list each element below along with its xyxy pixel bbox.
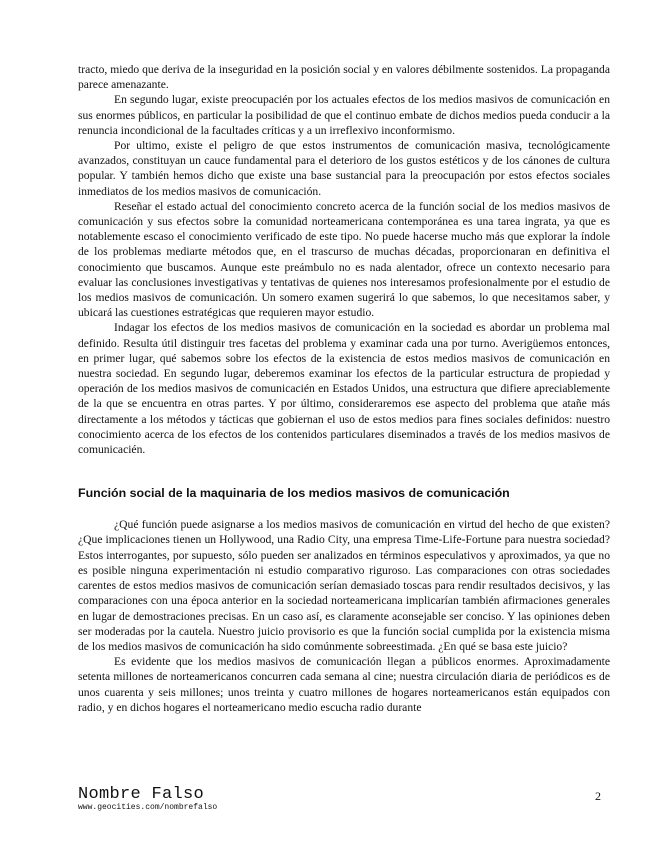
- page-number: 2: [595, 789, 601, 803]
- paragraph: En segundo lugar, existe preocupacién por los actuales efectos de los medios masivos de comunicación en sus enormes públicos, en particular la posibilidad de que el continuo embate de dichos medios pueda conducir a la renuncia incondicional de la facultades críticas y a un irreflexivo inconformismo.: [78, 93, 610, 137]
- logo-name: Nombre Falso: [78, 785, 205, 804]
- publisher-logo: [78, 786, 217, 812]
- paragraph: Es evidente que los medios masivos de comunicación llegan a públicos enormes. Aproximadamente setenta millones de norteamericanos concurren cada semana al cine; nuestra circulación diaria de periódicos es de unos cuarenta y seis millones; unos treinta y cuatro millones de hogares norteamericanos están equipados con radio, y en dichos hogares el norteamericano medio escucha radio durante: [78, 655, 610, 714]
- section-heading: Función social de la maquinaria de los medios masivos de comunicación: [78, 486, 510, 501]
- paragraph: Indagar los efectos de los medios masivos de comunicación en la sociedad es abordar un problema mal definido. Resulta útil distinguir tres facetas del problema y examinar cada una por turno. Averigüemos entonces, en primer lugar, qué sabemos sobre los efectos de la existencia de estos medios masivos de comunicación en nuestra sociedad. En segundo lugar, deberemos examinar los efectos de la particular estructura de propiedad y operación de los medios masivos de comunicacién en Estados Unidos, una estructura que difiere apreciablemente de la que se encuentra en otras partes. Y por último, consideraremos ese aspecto del problema que atañe más directamente a los métodos y tácticas que gobiernan el uso de estos medios para fines sociales definidos: nuestro conocimiento acerca de los efectos de los contenidos particulares diseminados a través de los medios masivos de comunicacién.: [78, 321, 610, 457]
- paragraph: ¿Qué función puede asignarse a los medios masivos de comunicación en virtud del hecho de que existen? ¿Que implicaciones tienen un Hollywood, una Radio City, una empresa Time-Life-Fortune para nuestra sociedad? Estos interrogantes, por supuesto, sólo pueden ser analizados en términos especulativos y aproximados, ya que no es posible ninguna experimentación ni estudio comparativo riguroso. Las comparaciones con otras sociedades carentes de estos medios masivos de comunicación serían demasiado toscas para rendir resultados decisivos, y las comparaciones con una época anterior en la sociedad norteamericana implicarían también afirmaciones generales en lugar de demostraciones precisas. En un caso así, es claramente aconsejable ser conciso. Y las opiniones deben ser moderadas por la cautela. Nuestro juicio provisorio es que la función social cumplida por la existencia misma de los medios masivos de comunicación ha sido comúnmente sobreestimada. ¿En qué se basa este juicio?: [78, 518, 610, 653]
- logo-url: www.geocities.com/nombrefalso: [78, 803, 218, 812]
- page-content: [78, 62, 610, 715]
- paragraph: Reseñar el estado actual del conocimiento concreto acerca de la función social de los medios masivos de comunicación y sus efectos sobre la comunidad norteamericana contemporánea es una tarea ingrata, ya que es notablemente escaso el conocimiento verificado de este tipo. No puede hacerse mucho más que explorar la índole de los problemas mediarte métodos que, en el trascurso de muchas décadas, proporcionaran en definitiva el conocimiento que buscamos. Aunque este preámbulo no es nada alentador, ofrece un contexto necesario para evaluar las conclusiones investigativas y tentativas de quienes nos interesamos profesionalmente por el estudio de los medios masivos de comunicación. Un somero examen sugerirá lo que sabemos, lo que necesitamos saber, y ubicará las cuestiones estratégicas que requieren mayor estudio.: [78, 199, 610, 320]
- paragraph: Por ultimo, existe el peligro de que estos instrumentos de comunicación masiva, tecnológicamente avanzados, constituyan un cauce fundamental para el deterioro de los gustos estéticos y de los cánones de cultura popular. Y también hemos dicho que existe una base sustancial para la preocupación por estos efectos sociales inmediatos de los medios masivos de comunicación.: [78, 139, 610, 198]
- paragraph-continuation: tracto, miedo que deriva de la inseguridad en la posición social y en valores débilmente sostenidos. La propaganda parece amenazante.: [78, 63, 610, 92]
